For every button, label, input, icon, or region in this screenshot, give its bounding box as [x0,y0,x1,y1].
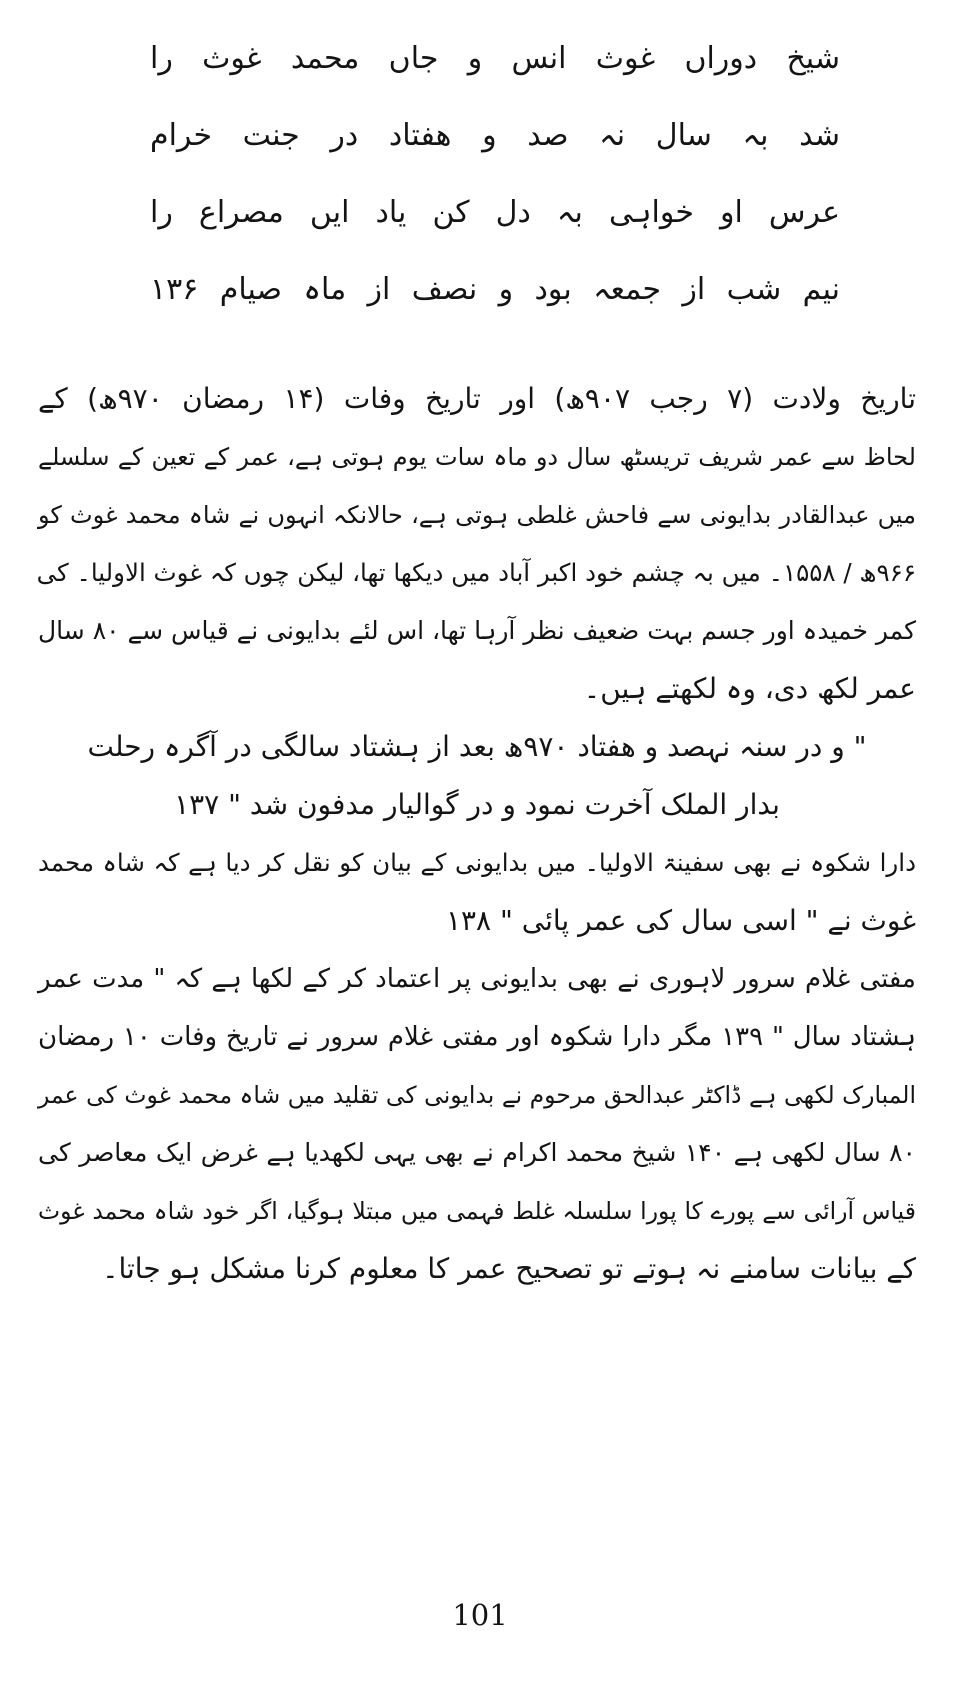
paragraph-line: لحاظ سے عمر شریف تریسٹھ سال دو ماہ سات یوم ہوتی ہے، عمر کے تعین کے سلسلے [38,443,916,471]
paragraph-line: ۸۰ سال لکھی ہے ۱۴۰ شیخ محمد اکرام نے بھی یہی لکھدیا ہے غرض ایک معاصر کی [38,1138,916,1167]
paragraph-line: کمر خمیدہ اور جسم بہت ضعیف نظر آرہا تھا، اس لئے بدایونی نے قیاس سے ۸۰ سال [38,616,916,645]
paragraph-line: المبارک لکھی ہے ڈاکٹر عبدالحق مرحوم نے بدایونی کی تقلید میں شاہ محمد غوث کی عمر [38,1081,916,1109]
paragraph-line: کے بیانات سامنے نہ ہوتے تو تصحیح عمر کا معلوم کرنا مشکل ہو جاتا۔ [102,1252,916,1285]
paragraph-line: عمر لکھ دی، وہ لکھتے ہیں۔ [583,672,916,705]
poem-stanza [150,20,840,328]
paragraph-line: غوث نے " اسی سال کی عمر پائی " ۱۳۸ [445,904,916,937]
body-text [38,370,916,1298]
quoted-persian-line: " و در سنہ نہصد و ھفتاد ۹۷۰ھ بعد از ہشتاد سالگی در آگرہ رحلت [87,730,867,763]
paragraph-line: ہشتاد سال " ۱۳۹ مگر دارا شکوہ اور مفتی غلام سرور نے تاریخ وفات ۱۰ رمضان [38,1022,917,1052]
paragraph-line: تاریخ ولادت (۷ رجب ۹۰۷ھ) اور تاریخ وفات (۱۴ رمضان ۹۷۰ھ) کے [38,382,916,415]
paragraph-line: میں عبدالقادر بدایونی سے فاحش غلطی ہوتی ہے، حالانکہ انہوں نے شاہ محمد غوث کو [38,501,916,529]
page-number: 101 [452,1598,508,1632]
poem-verse: نیم شب از جمعہ بود و نصف از ماہ صیام ۱۳۶ [150,272,840,307]
paragraph-line: قیاس آرائی سے پورے کا پورا سلسلہ غلط فہمی میں مبتلا ہوگیا، اگر خود شاہ محمد غوث [38,1197,916,1225]
paragraph-line: دارا شکوہ نے بھی سفینۃ الاولیا۔ میں بدایونی کے بیان کو نقل کر دیا ہے کہ شاہ محمد [38,848,916,877]
poem-verse: عرس او خواہی بہ دل کن یاد ایں مصراع را [150,195,840,230]
poem-verse: شد بہ سال نہ صد و ھفتاد در جنت خرام [150,118,840,153]
paragraph-line: ۹۶۶ھ / ۱۵۵۸۔ میں بہ چشم خود اکبر آباد میں دیکھا تھا، لیکن چوں کہ غوث الاولیا۔ کی [36,558,916,587]
poem-verse: شیخ دوراں غوث انس و جاں محمد غوث را [150,41,840,76]
quoted-persian-line: بدار الملک آخرت نمود و در گوالیار مدفون شد " ۱۳۷ [174,788,780,821]
paragraph-line: مفتی غلام سرور لاہوری نے بھی بدایونی پر اعتماد کر کے لکھا ہے کہ " مدت عمر [38,964,916,994]
